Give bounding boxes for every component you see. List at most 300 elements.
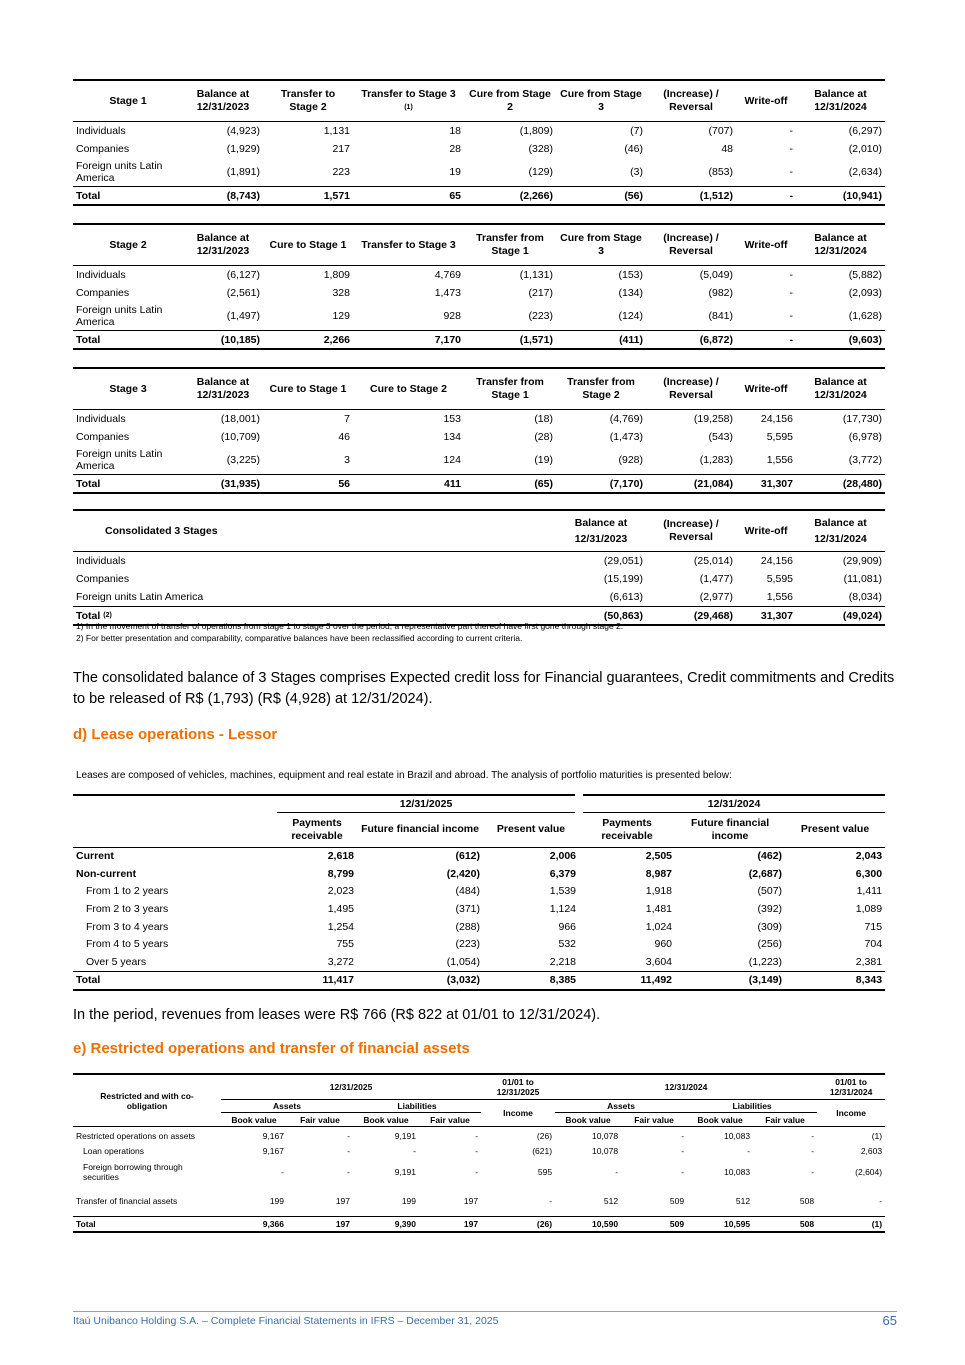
cell: (26) xyxy=(481,1217,555,1233)
cell: 595 xyxy=(537,1167,553,1177)
cell: 532 xyxy=(558,938,577,951)
cell: 2,603 xyxy=(860,1146,883,1156)
row-label: Companies xyxy=(76,431,130,443)
header-cell: Transfer to Stage 2 xyxy=(280,88,336,113)
cell: (1) xyxy=(817,1217,885,1233)
cell: (288) xyxy=(455,920,480,933)
header-cell: Payments receivable xyxy=(291,816,343,842)
cell: 2,023 xyxy=(327,885,354,898)
cell: 1,481 xyxy=(645,903,673,916)
cell: 199 xyxy=(401,1196,416,1206)
table-row xyxy=(73,883,885,901)
cell: (134) xyxy=(618,287,643,299)
cell: (29,468) xyxy=(646,607,736,626)
cell: (621) xyxy=(532,1146,553,1156)
row-label: Total xyxy=(73,1217,221,1233)
row-label: From 4 to 5 years xyxy=(86,938,169,951)
cell: (2,420) xyxy=(446,867,480,880)
header-cell: Stage 3 xyxy=(109,382,147,395)
cell: (124) xyxy=(618,310,643,322)
cell: 129 xyxy=(332,310,350,322)
row-label: Transfer of financial assets xyxy=(76,1196,178,1206)
header-cell: Balance at 12/31/2024 xyxy=(814,88,867,113)
header-cell: Cure from Stage 3 xyxy=(560,88,642,113)
header-cell: Present value xyxy=(800,823,870,836)
section-heading-d: d) Lease operations - Lessor xyxy=(73,726,278,743)
paragraph: The consolidated balance of 3 Stages comprises Expected credit loss for Financial guarantees, Credit commitments and Credits to be released of R$ (1,793) (R$ (4,928) at 12/31/2024). xyxy=(73,670,895,707)
cell: 197 xyxy=(287,1217,353,1233)
table-row xyxy=(73,935,885,953)
cell: (256) xyxy=(757,938,783,951)
cell: (2,977) xyxy=(699,591,733,603)
table-row xyxy=(73,1158,885,1186)
cell: 3,272 xyxy=(327,955,354,968)
cell: (8,034) xyxy=(848,591,882,603)
cell: (2,687) xyxy=(748,867,783,880)
header-cell: Book value xyxy=(231,1114,277,1125)
cell: 197 xyxy=(463,1196,479,1206)
cell: (223) xyxy=(528,310,553,322)
cell: 1,473 xyxy=(434,287,461,299)
row-label: Foreign units Latin America xyxy=(76,304,163,328)
cell: (7,170) xyxy=(556,475,646,494)
cell: (928) xyxy=(618,454,643,466)
cell: 509 xyxy=(669,1196,685,1206)
cell: (1,054) xyxy=(446,955,480,968)
row-label: From 1 to 2 years xyxy=(86,885,169,898)
lease-table xyxy=(73,794,885,991)
header-cell: Stage 1 xyxy=(109,94,147,107)
cell: - xyxy=(811,1167,815,1177)
table-row xyxy=(73,570,885,588)
cell: (29,909) xyxy=(842,555,882,567)
cell: 960 xyxy=(654,938,673,951)
cell: 4,769 xyxy=(434,269,461,281)
cell: (612) xyxy=(455,850,480,863)
cell: 10,078 xyxy=(592,1130,619,1141)
total-row xyxy=(73,475,885,494)
row-label: From 2 to 3 years xyxy=(86,903,169,916)
cell: 1,556 xyxy=(766,454,793,466)
cell: 9,167 xyxy=(262,1130,284,1141)
cell: 755 xyxy=(336,938,354,951)
cell: (543) xyxy=(708,431,733,443)
header-cell: Payments receivable xyxy=(601,816,653,842)
header-cell: Balance at 12/31/2023 xyxy=(196,88,250,113)
stage1-table xyxy=(73,79,885,206)
row-label: Foreign units Latin America xyxy=(76,591,204,603)
header-cell: Balance at 12/31/2024 xyxy=(814,376,867,401)
cell: (8,743) xyxy=(183,187,263,206)
header-cell: Fair value xyxy=(765,1114,805,1125)
cell: - xyxy=(789,269,793,281)
cell: (853) xyxy=(708,166,733,178)
cell: (309) xyxy=(757,920,783,933)
header-cell: Cure to Stage 2 xyxy=(369,382,448,395)
cell: (6,297) xyxy=(848,125,882,137)
cell: 9,390 xyxy=(353,1217,419,1233)
cell: 65 xyxy=(353,187,464,206)
cell: (3,772) xyxy=(848,454,882,466)
table-row xyxy=(73,1127,885,1145)
row-label: Foreign units Latin America xyxy=(76,160,163,184)
cell: 197 xyxy=(335,1196,350,1206)
cell: - xyxy=(789,166,793,178)
cell: (1,891) xyxy=(226,166,260,178)
cell: (153) xyxy=(618,269,643,281)
cell: (19) xyxy=(534,454,553,466)
row-label: Total xyxy=(73,187,183,206)
row-label: Individuals xyxy=(76,125,126,137)
cell: - xyxy=(736,331,796,350)
cell: 5,595 xyxy=(766,431,793,443)
cell: 124 xyxy=(443,454,461,466)
cell: 199 xyxy=(269,1196,284,1206)
cell: - xyxy=(413,1146,416,1156)
cell: 5,595 xyxy=(766,573,793,585)
cell: 2,043 xyxy=(855,850,883,863)
cell: (29,051) xyxy=(603,555,643,567)
cell: 328 xyxy=(332,287,350,299)
cell: (1,929) xyxy=(226,143,260,155)
row-label: Non-current xyxy=(76,867,137,880)
cell: (2,093) xyxy=(848,287,882,299)
footer-divider xyxy=(73,1311,897,1312)
period-header: 01/01 to 12/31/2024 xyxy=(817,1074,885,1100)
cell: 2,266 xyxy=(263,331,353,350)
cell: 704 xyxy=(864,938,883,951)
cell: 11,417 xyxy=(277,971,357,990)
group-header: Income xyxy=(836,1108,866,1118)
cell: (11,081) xyxy=(843,573,882,585)
cell: 508 xyxy=(753,1217,817,1233)
cell: (328) xyxy=(528,143,553,155)
cell: - xyxy=(347,1167,350,1177)
footnote: 2) For better presentation and comparability, comparative balances have been reclassified according to current criteria. xyxy=(76,632,523,643)
period-header: 01/01 to 12/31/2025 xyxy=(481,1074,555,1100)
cell: - xyxy=(681,1130,685,1141)
header-cell: Consolidated 3 Stages xyxy=(105,524,218,537)
cell: (18,001) xyxy=(220,413,260,425)
table-row xyxy=(73,284,885,302)
cell: - xyxy=(549,1196,553,1206)
cell: (46) xyxy=(624,143,643,155)
cell: 928 xyxy=(443,310,461,322)
table-row xyxy=(73,266,885,285)
total-row xyxy=(73,331,885,350)
header-cell: Transfer to Stage 3 xyxy=(361,238,456,251)
cell: (31,935) xyxy=(183,475,263,494)
footnotes xyxy=(76,621,623,644)
cell: 6,300 xyxy=(855,867,883,880)
header-cell: (Increase) / Reversal xyxy=(663,232,719,257)
group-header: Assets xyxy=(555,1100,687,1113)
cell: 512 xyxy=(603,1196,619,1206)
cell: 9,167 xyxy=(262,1146,284,1156)
table-row xyxy=(73,158,885,187)
cell: (1) xyxy=(871,1130,883,1141)
cell: (21,084) xyxy=(646,475,736,494)
cell: 1,131 xyxy=(323,125,350,137)
cell: (1,512) xyxy=(646,187,736,206)
row-label: Current xyxy=(76,850,114,863)
consolidated-table xyxy=(73,509,885,626)
cell: - xyxy=(789,143,793,155)
row-label: Individuals xyxy=(76,555,126,567)
cell: 6,379 xyxy=(549,867,577,880)
table-row xyxy=(73,122,885,141)
cell: 24,156 xyxy=(760,555,793,567)
row-label: Total xyxy=(73,475,183,494)
paragraph: In the period, revenues from leases were R$ 766 (R$ 822 at 01/01 to 12/31/2024). xyxy=(73,1007,601,1023)
period-header: 12/31/2025 xyxy=(221,1074,481,1100)
restricted-table xyxy=(73,1073,885,1233)
header-text: Transfer to Stage 3 xyxy=(361,88,456,100)
cell: (484) xyxy=(455,885,480,898)
cell: (1,283) xyxy=(699,454,733,466)
total-row xyxy=(73,971,885,990)
cell: 8,343 xyxy=(785,971,885,990)
cell: 7 xyxy=(344,413,350,425)
header-cell: Future financial income xyxy=(690,816,770,842)
cell: (50,863) xyxy=(556,607,646,626)
header-cell xyxy=(353,80,464,122)
header-cell: Book value xyxy=(565,1114,611,1125)
cell: 1,089 xyxy=(855,903,883,916)
row-label: Companies xyxy=(76,573,130,585)
cell: (1,131) xyxy=(519,269,553,281)
cell: (4,769) xyxy=(609,413,643,425)
header-cell: Cure from Stage 3 xyxy=(560,232,642,257)
cell: - xyxy=(281,1167,284,1177)
cell: 2,505 xyxy=(645,850,673,863)
lease-intro: Leases are composed of vehicles, machines, equipment and real estate in Brazil and abroad. The analysis of portfolio maturities is presented below: xyxy=(76,770,732,781)
cell: (4,923) xyxy=(226,125,260,137)
table-row xyxy=(73,900,885,918)
table-row xyxy=(73,410,885,429)
period-header: 12/31/2025 xyxy=(277,795,579,813)
cell: (65) xyxy=(464,475,556,494)
cell: (6,613) xyxy=(609,591,643,603)
cell: (56) xyxy=(556,187,646,206)
row-label: Total xyxy=(73,971,277,990)
table-row xyxy=(73,302,885,331)
table-row xyxy=(73,1186,885,1217)
cell: 1,024 xyxy=(645,920,673,933)
header-cell: Transfer from Stage 1 xyxy=(476,232,544,257)
cell: (3) xyxy=(630,166,643,178)
cell: 8,799 xyxy=(327,867,354,880)
cell: (6,127) xyxy=(226,269,260,281)
cell: - xyxy=(347,1130,350,1141)
footnote: 1) In the movement of transfer of operations from stage 1 to stage 3 over the period, a representative part thereof have first gone through stage 2. xyxy=(76,621,624,631)
cell: (1,571) xyxy=(464,331,556,350)
footer-text: Itaú Unibanco Holding S.A. – Complete Financial Statements in IFRS – December 31, 2025 xyxy=(73,1315,499,1327)
cell: (18) xyxy=(534,413,553,425)
header-cell: Write-off xyxy=(744,524,788,537)
cell: (10,941) xyxy=(796,187,885,206)
header-cell: Present value xyxy=(496,823,566,836)
cell: (6,872) xyxy=(646,331,736,350)
header-cell xyxy=(73,813,277,848)
header-cell: Transfer from Stage 2 xyxy=(567,376,635,401)
group-header: Liabilities xyxy=(353,1100,481,1113)
header-cell: Book value xyxy=(697,1114,743,1125)
cell: - xyxy=(736,187,796,206)
row-label: Restricted operations on assets xyxy=(76,1130,196,1141)
header-cell: Fair value xyxy=(300,1114,340,1125)
cell: 1,539 xyxy=(549,885,577,898)
cell: (2,634) xyxy=(848,166,882,178)
table-row xyxy=(73,1144,885,1158)
table-row xyxy=(73,428,885,446)
header-cell: Balance at 12/31/2023 xyxy=(196,232,250,257)
cell: (17,730) xyxy=(842,413,882,425)
row-label: From 3 to 4 years xyxy=(86,920,169,933)
header-cell: (Increase) / Reversal xyxy=(663,376,719,401)
cell: 966 xyxy=(558,920,577,933)
cell: - xyxy=(681,1167,685,1177)
table-row xyxy=(73,847,885,865)
cell: (371) xyxy=(455,903,480,916)
group-header: Assets xyxy=(221,1100,353,1113)
cell: 31,307 xyxy=(736,607,796,626)
period-header: 12/31/2024 xyxy=(555,1074,817,1100)
cell: 3 xyxy=(344,454,350,466)
header-cell: Book value xyxy=(363,1114,409,1125)
cell: 153 xyxy=(443,413,461,425)
total-row xyxy=(73,187,885,206)
cell: (28) xyxy=(534,431,553,443)
cell: 10,083 xyxy=(724,1167,751,1177)
cell: (2,561) xyxy=(226,287,260,299)
cell: (411) xyxy=(556,331,646,350)
cell: (2,266) xyxy=(464,187,556,206)
cell: 48 xyxy=(721,143,733,155)
cell: 1,254 xyxy=(327,920,354,933)
table-row xyxy=(73,446,885,475)
row-label: Individuals xyxy=(76,269,126,281)
cell: (1,223) xyxy=(748,955,783,968)
cell: (392) xyxy=(757,903,783,916)
cell: (28,480) xyxy=(796,475,885,494)
cell: (3,225) xyxy=(226,454,260,466)
cell: - xyxy=(475,1167,479,1177)
cell: 2,381 xyxy=(855,955,883,968)
cell: - xyxy=(475,1130,479,1141)
table-row xyxy=(73,865,885,883)
cell: - xyxy=(747,1146,751,1156)
cell: (2,604) xyxy=(855,1167,883,1177)
table-row xyxy=(73,552,885,571)
cell: (129) xyxy=(528,166,553,178)
row-label: Companies xyxy=(76,287,130,299)
cell: (2,010) xyxy=(848,143,882,155)
cell: (49,024) xyxy=(796,607,885,626)
footnote-ref: (1) xyxy=(404,104,413,111)
cell: (19,258) xyxy=(693,413,733,425)
table-row xyxy=(73,953,885,971)
total-label: Total xyxy=(76,609,101,622)
cell: (1,809) xyxy=(519,125,553,137)
row-label: Foreign units Latin America xyxy=(76,448,163,472)
group-header: Income xyxy=(503,1108,533,1118)
cell: 31,307 xyxy=(736,475,796,494)
cell: 1,495 xyxy=(327,903,354,916)
cell: - xyxy=(789,310,793,322)
stage3-table xyxy=(73,367,885,494)
cell: - xyxy=(879,1196,883,1206)
cell: (841) xyxy=(708,310,733,322)
header-cell: Balance at 12/31/2023 xyxy=(196,376,250,401)
footnote-ref: (2) xyxy=(103,611,112,619)
cell: 1,556 xyxy=(766,591,793,603)
cell: - xyxy=(789,287,793,299)
cell: (5,882) xyxy=(848,269,882,281)
row-label: Companies xyxy=(76,143,130,155)
cell: (1,628) xyxy=(848,310,882,322)
section-heading-e: e) Restricted operations and transfer of financial assets xyxy=(73,1040,470,1057)
cell: - xyxy=(811,1130,815,1141)
cell: 10,595 xyxy=(687,1217,753,1233)
header-cell: Cure to Stage 1 xyxy=(269,382,347,395)
cell: (26) xyxy=(536,1130,553,1141)
cell: (10,185) xyxy=(183,331,263,350)
cell: (7) xyxy=(630,125,643,137)
cell: 19 xyxy=(449,166,461,178)
cell: 1,571 xyxy=(263,187,353,206)
cell: - xyxy=(681,1146,685,1156)
stage2-table xyxy=(73,223,885,350)
cell: - xyxy=(811,1146,815,1156)
cell: (1,497) xyxy=(226,310,260,322)
cell: - xyxy=(347,1146,350,1156)
cell: (5,049) xyxy=(699,269,733,281)
header-cell: Balance at 12/31/2023 xyxy=(574,517,628,545)
cell: 10,590 xyxy=(555,1217,621,1233)
cell: (25,014) xyxy=(693,555,733,567)
cell: 1,918 xyxy=(645,885,673,898)
cell: 508 xyxy=(799,1196,815,1206)
cell: 1,809 xyxy=(323,269,350,281)
table-row xyxy=(73,918,885,936)
cell: 8,987 xyxy=(645,867,673,880)
header-cell: Write-off xyxy=(744,94,788,107)
cell: 9,191 xyxy=(394,1130,416,1141)
cell: (982) xyxy=(708,287,733,299)
cell: 411 xyxy=(353,475,464,494)
cell: 197 xyxy=(419,1217,481,1233)
table-title: Restricted and with co-obligation xyxy=(100,1090,194,1111)
group-header: Liabilities xyxy=(687,1100,817,1113)
cell: 715 xyxy=(864,920,883,933)
header-cell: Balance at 12/31/2024 xyxy=(814,232,867,257)
header-cell: Balance at 12/31/2024 xyxy=(814,517,867,545)
cell: 28 xyxy=(449,143,461,155)
cell: 7,170 xyxy=(353,331,464,350)
cell: 24,156 xyxy=(760,413,793,425)
cell: (217) xyxy=(528,287,553,299)
cell: (462) xyxy=(757,850,783,863)
cell: - xyxy=(615,1167,619,1177)
header-cell: Fair value xyxy=(430,1114,470,1125)
cell: 9,366 xyxy=(221,1217,287,1233)
cell: 18 xyxy=(449,125,461,137)
cell: 2,006 xyxy=(549,850,577,863)
cell: (15,199) xyxy=(603,573,643,585)
cell: (223) xyxy=(455,938,480,951)
cell: - xyxy=(475,1146,479,1156)
